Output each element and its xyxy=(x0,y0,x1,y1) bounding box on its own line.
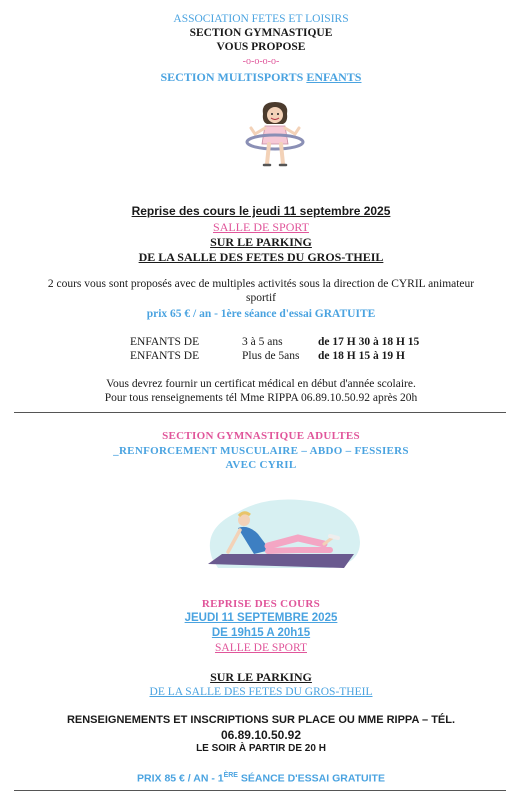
kids-description: 2 cours vous sont proposés avec de multiples activités sous la direction de CYRIL animateur xyxy=(47,278,475,290)
hula-hoop-girl-icon xyxy=(243,100,307,170)
bottom-divider xyxy=(14,790,506,791)
adults-evening: LE SOIR À PARTIR DE 20 H xyxy=(196,743,326,754)
adults-coach: AVEC CYRIL xyxy=(225,459,297,471)
proposal-line: VOUS PROPOSE xyxy=(216,41,306,53)
schedule-group: ENFANTS DE xyxy=(130,350,200,362)
adults-salle-fetes: DE LA SALLE DES FETES DU GROS-THEIL xyxy=(149,686,373,698)
adults-price-sup: ÈRE xyxy=(223,772,238,779)
association-name: ASSOCIATION FETES ET LOISIRS xyxy=(173,13,349,25)
adults-title: SECTION GYMNASTIQUE ADULTES xyxy=(162,430,360,442)
kids-price: prix 65 € / an - 1ère séance d'essai GRATUITE xyxy=(146,308,376,320)
section-title: SECTION GYMNASTIQUE xyxy=(189,27,333,39)
kids-salle: SALLE DE SPORT xyxy=(213,220,309,234)
kids-reprise: Reprise des cours le jeudi 11 septembre 2025 xyxy=(131,204,391,218)
kids-contact: Pour tous renseignements tél Mme RIPPA 06.89.10.50.92 après 20h xyxy=(104,392,418,404)
adults-hours: DE 19h15 A 20h15 xyxy=(211,627,311,639)
exercise-woman-icon xyxy=(198,488,366,580)
section-divider xyxy=(14,412,506,413)
adults-price-b: SÉANCE D'ESSAI GRATUITE xyxy=(237,772,385,785)
kids-certificate: Vous devrez fournir un certificat médical en début d'année scolaire. xyxy=(106,378,416,390)
schedule-time: de 17 H 30 à 18 H 15 xyxy=(318,336,420,348)
multisports-kids: ENFANTS xyxy=(306,70,362,84)
schedule-group: ENFANTS DE xyxy=(130,336,200,348)
adults-salle: SALLE DE SPORT xyxy=(215,642,307,654)
schedule-age: 3 à 5 ans xyxy=(242,336,283,348)
adults-parking: SUR LE PARKING xyxy=(210,670,312,684)
adults-subtitle: _RENFORCEMENT MUSCULAIRE – ABDO – FESSIERS xyxy=(113,445,409,457)
adults-inscriptions: RENSEIGNEMENTS ET INSCRIPTIONS SUR PLACE OU MME RIPPA – TÉL. xyxy=(66,714,456,726)
kids-salle-fetes: DE LA SALLE DES FETES DU GROS-THEIL xyxy=(138,250,384,264)
divider-text: -o-o-o-o- xyxy=(242,56,280,67)
adults-price-a: PRIX 85 € / AN - 1 xyxy=(137,772,224,785)
adults-reprise: REPRISE DES COURS xyxy=(201,598,321,610)
adults-date: JEUDI 11 SEPTEMBRE 2025 xyxy=(184,612,338,624)
schedule-age: Plus de 5ans xyxy=(242,350,300,362)
multisports-heading xyxy=(0,70,522,85)
schedule-time: de 18 H 15 à 19 H xyxy=(318,350,405,362)
kids-description-cont: sportif xyxy=(245,292,277,304)
multisports-prefix: SECTION MULTISPORTS xyxy=(160,70,307,84)
adults-price xyxy=(0,772,522,785)
adults-phone: 06.89.10.50.92 xyxy=(220,728,302,742)
kids-parking: SUR LE PARKING xyxy=(210,235,312,249)
